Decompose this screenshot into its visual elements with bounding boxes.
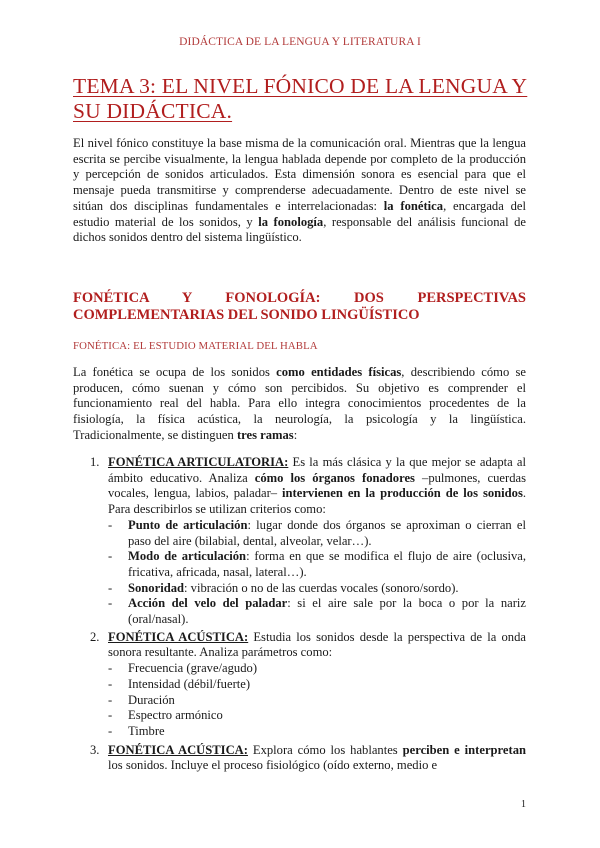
branch-name: FONÉTICA ACÚSTICA: [108,742,248,757]
branch-number: 2. [90,629,100,644]
intro-term-fonologia: la fonología [258,214,324,229]
params-list [108,661,526,740]
branch-text: Es la más clásica y la que mejor se adapta al ámbito educativo. Analiza [108,455,527,485]
intro-text-c: , responsable del análisis funcional de dichos sonidos dentro del sistema lingüístico. [73,214,527,245]
branch-number: 1. [90,455,100,469]
branch-number: 3. [90,742,100,757]
branch-bold: intervienen en la producción de los sonidos [282,486,523,501]
criteria-item [108,549,526,580]
branch-text: los sonidos. Incluye el proceso fisiológico (oído externo, medio e [108,758,438,773]
criteria-item [108,518,526,549]
criteria-item [108,596,526,627]
branch-perceptiva [73,743,526,774]
branch-name: FONÉTICA ARTICULATORIA: [108,455,289,469]
branch-acustica [73,630,526,740]
criteria-desc: : lugar donde dos órganos se aproximan o cierran el paso del aire (bilabial, dental, alveolar, velar…). [128,517,526,548]
param-item: - Intensidad (débil/fuerte) [108,677,526,693]
phonetics-intro-bold-b: tres ramas [236,427,294,442]
branch-text: Estudia los sonidos desde la perspectiva de la onda sonora resultante. Analiza parámetros como: [108,629,526,660]
phonetics-intro-text-a: La fonética se ocupa de los sonidos [73,365,277,379]
branch-text: Explora cómo los hablantes [247,742,403,757]
criteria-term: Modo de articulación [128,549,247,564]
criteria-list [108,518,526,628]
param-item: - Espectro armónico [108,708,526,724]
criteria-desc: : si el aire sale por la boca o por la nariz (oral/nasal). [128,596,526,627]
criteria-desc: : forma en que se modifica el flujo de aire (oclusiva, fricativa, africada, nasal, lateral…). [128,549,526,579]
intro-text-b: , encargada del estudio material de los sonidos, y [73,198,527,229]
page-number: 1 [521,799,526,810]
intro-term-fonetica: la fonética [383,198,444,213]
branch-articulatoria [73,455,526,628]
branch-text: . Para describirlos se utilizan criterios como: [108,486,526,517]
param-item: - Duración [108,693,526,709]
branch-bold: cómo los órganos fonadores [254,470,415,485]
running-header: DIDÁCTICA DE LA LENGUA Y LITERATURA I [179,36,421,48]
branch-bold: perciben e interpretan [402,742,527,757]
phonetics-branches-list [73,455,526,774]
criteria-term: Sonoridad [128,580,184,595]
phonetics-intro-bold-a: como entidades físicas [276,365,402,379]
intro-paragraph [73,136,526,246]
criteria-desc: : vibración o no de las cuerdas vocales (sonoro/sordo). [184,580,459,595]
intro-text-a: El nivel fónico constituye la base misma de la comunicación oral. Mientras que la lengua escrita se percibe visualmente, la lengua hablada depende por completo de la producción y percepción de sonidos articulados. Esta dimensión sonora es esencial para que el mensaje pueda transmitirse y comprenderse adecuadamente. Dentro de este nivel se sitúan dos disciplinas fundamentales e interrelacionadas: [73,136,526,213]
branch-name: FONÉTICA ACÚSTICA: [108,629,249,644]
criteria-term: Acción del velo del paladar [128,596,288,611]
param-item: - Frecuencia (grave/agudo) [108,661,526,677]
subsection-heading: FONÉTICA: EL ESTUDIO MATERIAL DEL HABLA [73,340,318,352]
phonetics-intro-text-b: , describiendo cómo se producen, cómo suenan y cómo son percibidos. Su objetivo es comprender el funcionamiento real del habla. Para ello integra conocimientos procedentes de la fisiología, la física acústica, la neurología, la psicología y la lingüística. Tradicionalmente, se distinguen [73,365,526,442]
criteria-item [108,581,526,597]
phonetics-intro-text-c: : [293,427,298,442]
branch-text: –pulmones, cuerdas vocales, lengua, labios, paladar– [108,470,526,501]
phonetics-intro-paragraph [73,365,526,444]
criteria-term: Punto de articulación [128,517,248,532]
param-item: - Timbre [108,724,526,740]
page-title-text: TEMA 3: EL NIVEL FÓNICO DE LA LENGUA Y SU DIDÁCTICA. [73,74,528,123]
page-title [73,74,533,124]
section-heading: FONÉTICA Y FONOLOGÍA: DOS PERSPECTIVAS COMPLEMENTARIAS DEL SONIDO LINGÜÍSTICO [73,290,526,323]
